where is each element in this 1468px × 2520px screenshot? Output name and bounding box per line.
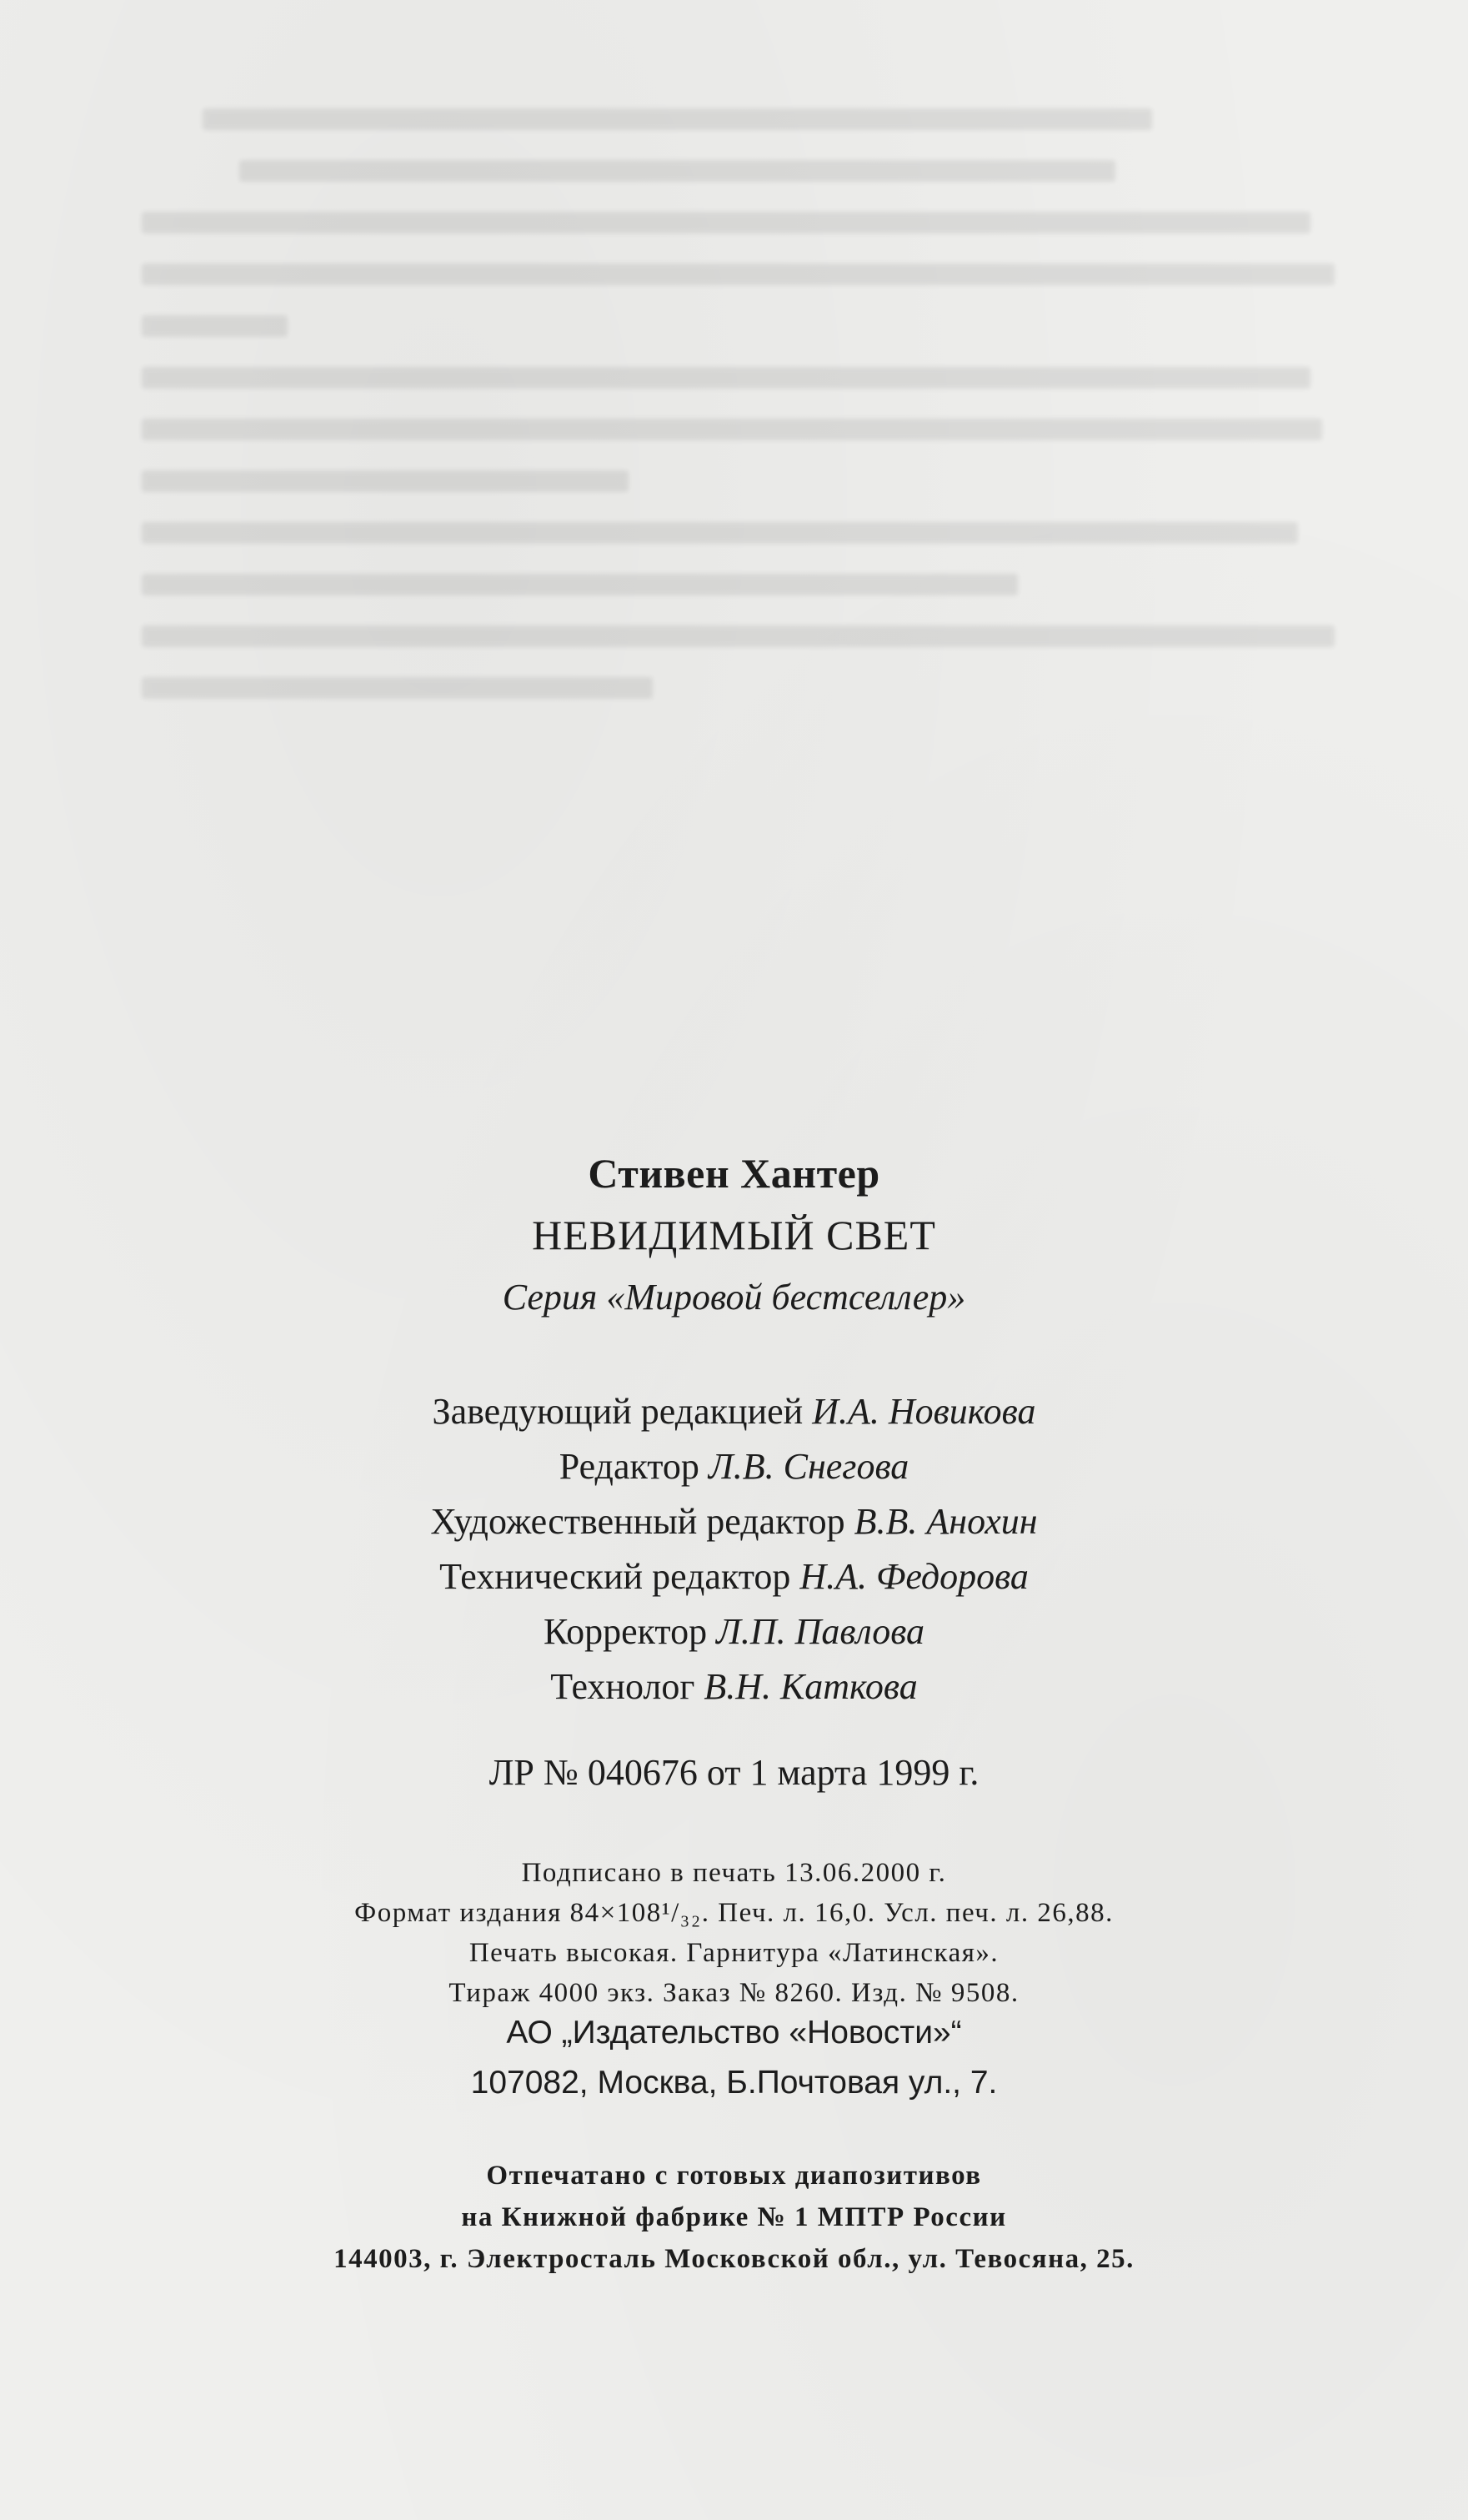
credit-name: Л.П. Павлова [716,1611,925,1652]
credit-role: Редактор [559,1446,699,1487]
print-details [0,1853,1468,2013]
print-detail-line: Подписано в печать 13.06.2000 г. [521,1858,947,1888]
credit-role: Художественный редактор [430,1501,845,1542]
credit-name: И.А. Новикова [812,1391,1036,1432]
series-name: Серия «Мировой бестселлер» [502,1277,966,1318]
author-name: Стивен Хантер [588,1150,880,1197]
printer-info [0,2155,1468,2280]
credit-name: Н.А. Федорова [799,1556,1029,1597]
credit-name: В.Н. Каткова [704,1666,918,1707]
credits-list [0,1384,1468,1714]
publisher-info [0,2008,1468,2108]
publisher-line: 107082, Москва, Б.Почтовая ул., 7. [470,2065,998,2101]
credit-line [0,1384,1468,1439]
printer-line: Отпечатано с готовых диапозитивов [486,2161,982,2191]
credit-role: Заведующий редакцией [432,1391,804,1432]
credit-name: В.В. Анохин [854,1501,1038,1542]
credit-line [0,1549,1468,1604]
book-title: НЕВИДИМЫЙ СВЕТ [532,1212,936,1258]
credit-line [0,1659,1468,1714]
license-number: ЛР № 040676 от 1 марта 1999 г. [488,1752,980,1793]
credit-role: Технолог [550,1666,695,1707]
credit-role: Технический редактор [439,1556,791,1597]
credit-line [0,1439,1468,1494]
credit-line [0,1494,1468,1549]
print-detail-line: Тираж 4000 экз. Заказ № 8260. Изд. № 9508. [448,1978,1020,2008]
credit-role: Корректор [543,1611,708,1652]
printer-line: на Книжной фабрике № 1 МПТР России [461,2202,1007,2232]
publisher-line: АО „Издательство «Новости»“ [506,2015,962,2051]
show-through-text [142,108,1359,742]
credit-line [0,1604,1468,1659]
print-detail-line: Печать высокая. Гарнитура «Латинская». [468,1938,1000,1968]
print-detail-line: Формат издания 84×108¹/₃₂. Печ. л. 16,0. Усл. печ. л. 26,88. [354,1898,1114,1928]
printer-line: 144003, г. Электросталь Московской обл., ул. Тевосяна, 25. [333,2244,1135,2274]
credit-name: Л.В. Снегова [708,1446,909,1487]
